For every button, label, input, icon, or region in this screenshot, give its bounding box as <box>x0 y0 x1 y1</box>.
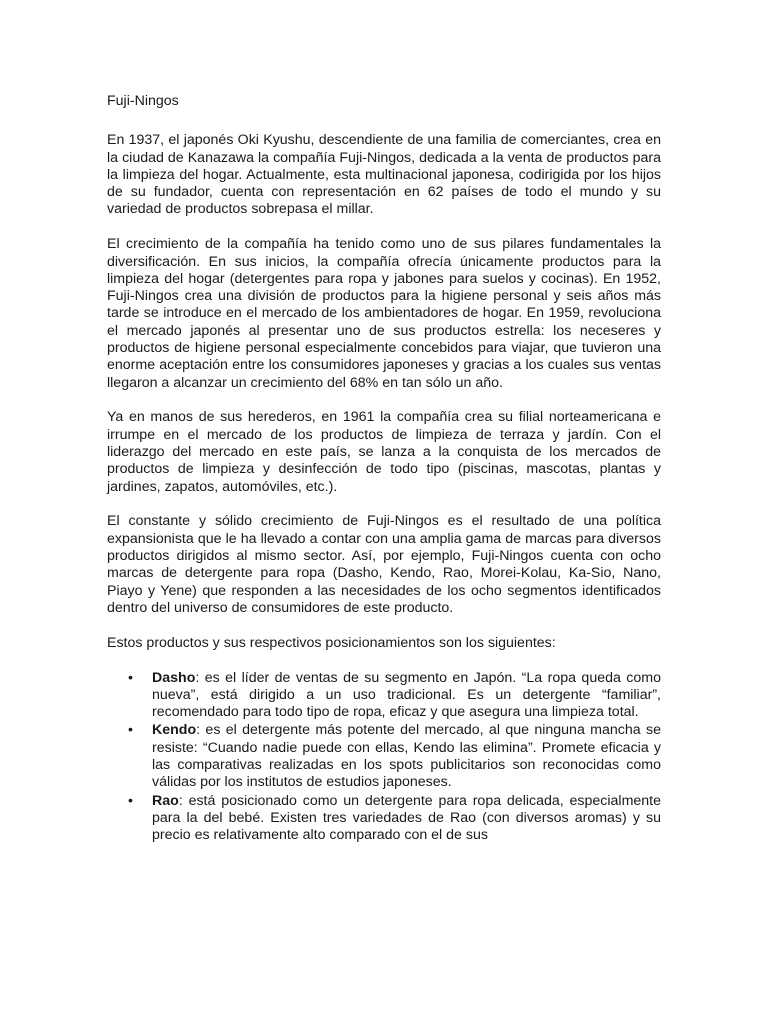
list-item-kendo <box>107 722 661 791</box>
list-item-dasho <box>107 670 661 722</box>
brand-description: : está posicionado como un detergente para ropa delicada, especialmente para la del bebé. Existen tres variedades de Rao (con diversos aromas) y su precio es relativamente alto comparado con el de sus <box>152 792 661 844</box>
list-item-rao <box>107 793 661 845</box>
paragraph-diversification: El crecimiento de la compañía ha tenido como uno de sus pilares fundamentales la diversificación. En sus inicios, la compañía ofrecía únicamente productos para la limpieza del hogar (detergentes para ropa y jabones para suelos y cocinas). En 1952, Fuji-Ningos crea una división de productos para la higiene personal y seis años más tarde se introduce en el mercado de los ambientadores de hogar. En 1959, revoluciona el mercado japonés al presentar uno de sus productos estrella: los neceseres y productos de higiene personal especialmente concebidos para viajar, que tuvieron una enorme aceptación entre los consumidores japoneses y gracias a los cuales sus ventas llegaron a alcanzar un crecimiento del 68% en tan sólo un año. <box>107 236 661 391</box>
list-intro: Estos productos y sus respectivos posicionamientos son los siguientes: <box>107 634 556 651</box>
brand-name: Kendo <box>152 722 197 739</box>
brand-name: Dasho <box>152 669 196 686</box>
paragraph-history: En 1937, el japonés Oki Kyushu, descendiente de una familia de comerciantes, crea en la ciudad de Kanazawa la compañía Fuji-Ningos, dedicada a la venta de productos para la limpieza del hogar. Actualmente, esta multinacional japonesa, codirigida por los hijos de su fundador, cuenta con representación en 62 países de todo el mundo y su variedad de productos sobrepasa el millar. <box>107 132 661 218</box>
brand-description: : es el detergente más potente del mercado, al que ninguna mancha se resiste: “Cuando nadie puede con ellas, Kendo las elimina”. Promete eficacia y las comparativas realizadas en los spots publicitarios son reconocidas como válidas por los institutos de estudios japoneses. <box>152 722 661 791</box>
paragraph-expansion: Ya en manos de sus herederos, en 1961 la compañía crea su filial norteamericana e irrumpe en el mercado de los productos de limpieza de terraza y jardín. Con el liderazgo del mercado en este país, se lanza a la conquista de los mercados de productos de limpieza y desinfección de todo tipo (piscinas, mascotas, plantas y jardines, zapatos, automóviles, etc.). <box>107 409 661 495</box>
brand-name: Rao <box>152 792 179 809</box>
bullet-icon: • <box>128 722 133 739</box>
bullet-icon: • <box>128 669 133 686</box>
brand-description: : es el líder de ventas de su segmento en Japón. “La ropa queda como nueva”, está dirigido a un uso tradicional. Es un detergente “familiar”, recomendado para todo tipo de ropa, eficaz y que asegura una limpieza total. <box>152 669 661 721</box>
brand-list <box>107 670 661 845</box>
bullet-icon: • <box>128 792 133 809</box>
paragraph-brands: El constante y sólido crecimiento de Fuji-Ningos es el resultado de una política expansionista que le ha llevado a contar con una amplia gama de marcas para diversos productos dirigidos al mismo sector. Así, por ejemplo, Fuji-Ningos cuenta con ocho marcas de detergente para ropa (Dasho, Kendo, Rao, Morei-Kolau, Ka-Sio, Nano, Piayo y Yene) que responden a las necesidades de los ocho segmentos identificados dentro del universo de consumidores de este producto. <box>107 513 661 616</box>
document-title: Fuji-Ningos <box>107 93 179 109</box>
document-body <box>107 93 661 845</box>
